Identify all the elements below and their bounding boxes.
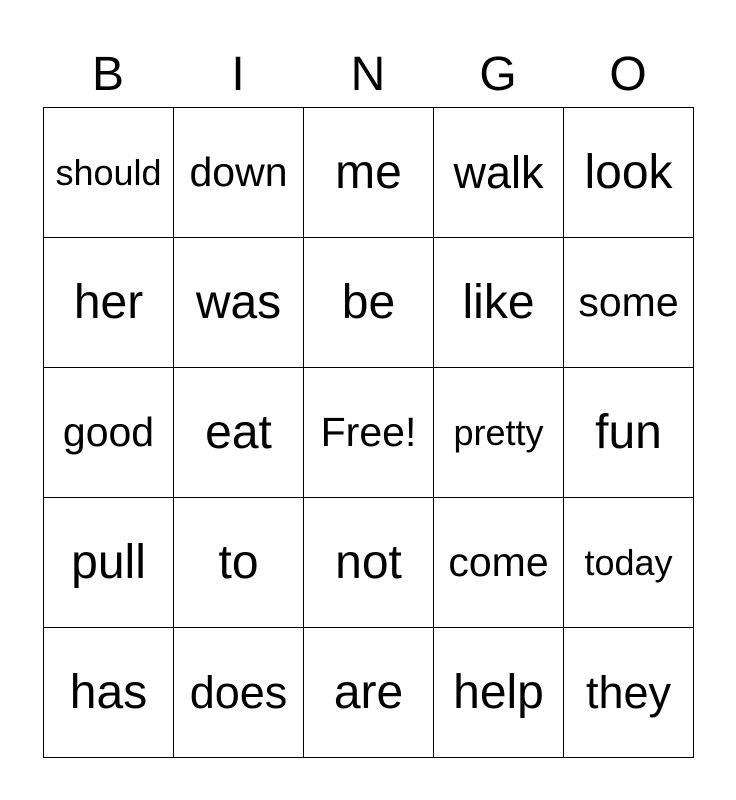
bingo-cell[interactable]: me [304, 108, 434, 238]
bingo-cell[interactable]: like [434, 238, 564, 368]
bingo-cell[interactable]: pretty [434, 368, 564, 498]
header-letter-o: O [609, 48, 647, 101]
bingo-cell[interactable]: eat [174, 368, 304, 498]
bingo-cell[interactable]: they [564, 628, 694, 758]
bingo-cell-free[interactable]: Free! [304, 368, 434, 498]
header-letter-g: G [479, 48, 517, 101]
bingo-cell[interactable]: was [174, 238, 304, 368]
bingo-cell[interactable]: come [434, 498, 564, 628]
bingo-board [43, 107, 694, 758]
bingo-cell[interactable]: good [44, 368, 174, 498]
bingo-cell[interactable]: help [434, 628, 564, 758]
bingo-cell[interactable]: today [564, 498, 694, 628]
bingo-cell[interactable]: walk [434, 108, 564, 238]
bingo-cell[interactable]: to [174, 498, 304, 628]
bingo-cell[interactable]: down [174, 108, 304, 238]
header-letter-i: I [231, 48, 245, 101]
bingo-cell[interactable]: pull [44, 498, 174, 628]
bingo-cell[interactable]: should [44, 108, 174, 238]
bingo-header [43, 45, 693, 105]
header-letter-b: B [91, 48, 124, 101]
bingo-cell[interactable]: fun [564, 368, 694, 498]
bingo-cell[interactable]: does [174, 628, 304, 758]
bingo-cell[interactable]: not [304, 498, 434, 628]
header-letter-n: N [350, 48, 386, 101]
bingo-cell[interactable]: some [564, 238, 694, 368]
bingo-cell[interactable]: are [304, 628, 434, 758]
bingo-cell[interactable]: has [44, 628, 174, 758]
bingo-cell[interactable]: look [564, 108, 694, 238]
bingo-cell[interactable]: her [44, 238, 174, 368]
bingo-cell[interactable]: be [304, 238, 434, 368]
